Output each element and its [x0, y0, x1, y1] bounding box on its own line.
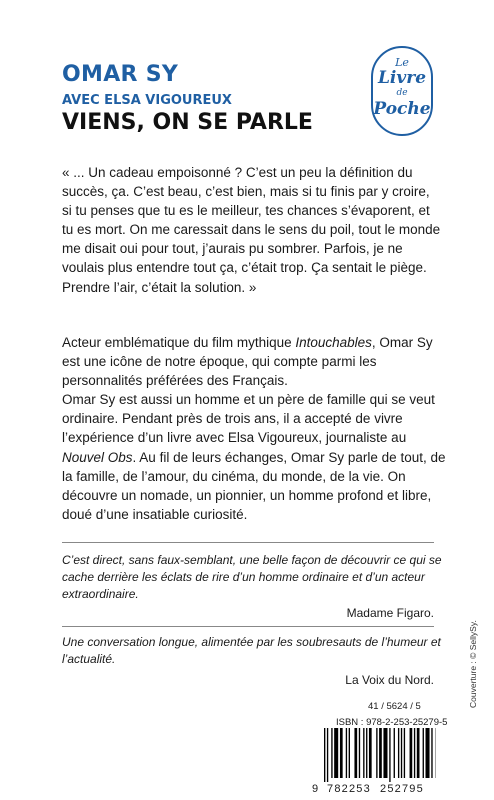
book-title: VIENS, ON SE PARLE — [62, 110, 313, 135]
film-title: Intouchables — [295, 335, 372, 350]
description-text: Omar Sy est aussi un homme et un père de famille qui se veut ordinaire. Pendant près de trois ans, il a accepté de vivre l’expérience d’un livre avec Elsa Vigoureux, journaliste au — [62, 392, 435, 446]
logo-text-livre: Livre — [377, 68, 427, 88]
review-quote-2: Une conversation longue, alimentée par les soubresauts de l’humeur et l’actualité. — [62, 635, 441, 666]
barcode-bars — [324, 728, 436, 782]
barcode-digit: 9 — [312, 783, 319, 795]
barcode — [312, 728, 438, 796]
review-source-1: Madame Figaro. — [346, 606, 434, 620]
isbn-number: ISBN : 978-2-253-25279-5 — [336, 717, 448, 728]
logo-text-poche: Poche — [373, 99, 431, 119]
divider — [62, 542, 434, 543]
description-text: Acteur emblématique du film mythique — [62, 335, 296, 350]
logo-text-le: Le — [395, 56, 409, 69]
excerpt-quote: « ... Un cadeau empoisonné ? C’est un peu la définition du succès, ça. C’est beau, c’est bien, mais si tu finis par y croire, si tu penses que tu es le meilleur, tes chances s’évaporent, et tu es mort. On me caressait dans le sens du poil, tout le monde me disait oui pour tout, j’aurais pu sombrer. Parfois, je ne voulais plus entendre tout ça, c’était trop. Ça sentait le piège. Prendre l’air, c’était la solution. » — [62, 165, 441, 295]
barcode-digits: 782253 — [327, 783, 371, 795]
logo-text-de: de — [396, 88, 408, 98]
coauthor-line: AVEC ELSA VIGOUREUX — [62, 93, 232, 108]
review-source-2: La Voix du Nord. — [345, 673, 434, 687]
catalog-number: 41 / 5624 / 5 — [368, 701, 421, 712]
review-quote-1: C’est direct, sans faux-semblant, une belle façon de découvrir ce qui se cache derrière les éclats de rire d’un homme ordinaire et d’un acteur extraordinaire. — [62, 553, 442, 601]
magazine-title: Nouvel Obs — [62, 449, 133, 465]
description-text: . Au fil de leurs échanges, Omar Sy parle de tout, de la famille, de l’amour, du cinéma, du monde, de la vie. On découvre un nomade, un pionnier, un homme profond et libre, doué d’une insatiable curiosité. — [62, 449, 446, 522]
divider — [62, 626, 434, 627]
book-description — [62, 333, 447, 524]
author-name: OMAR SY — [62, 62, 179, 87]
livre-de-poche-logo — [371, 46, 433, 136]
cover-credit: Couverture : © SellySy. — [468, 620, 478, 708]
barcode-digits: 252795 — [380, 783, 424, 795]
description-text: , Omar Sy est une icône de notre époque, qui compte parmi les personnalités préférées des Français. — [62, 335, 433, 389]
